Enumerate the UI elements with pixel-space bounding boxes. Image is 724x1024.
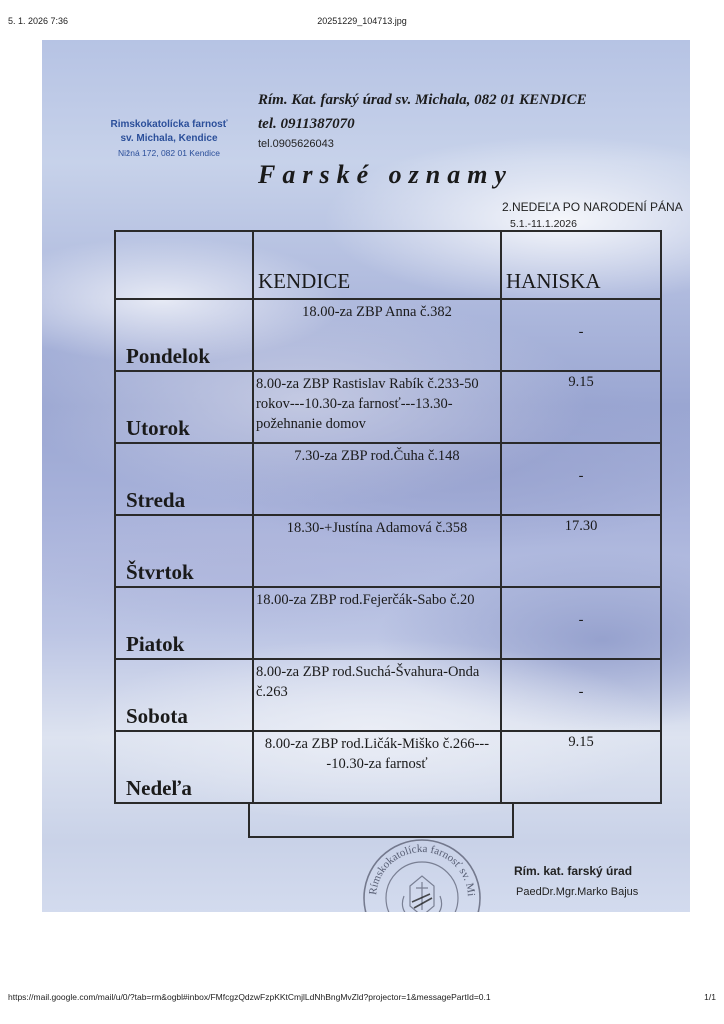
kendice-cell: 18.00-za ZBP Anna č.382 — [253, 299, 501, 371]
kendice-cell: 8.00-za ZBP rod.Suchá-Švahura-Onda č.263 — [253, 659, 501, 731]
parish-patron: sv. Michala, Kendice — [120, 133, 218, 144]
table-row — [115, 515, 661, 587]
day-label: Nedeľa — [126, 776, 192, 800]
day-label: Utorok — [126, 416, 190, 440]
day-cell — [115, 587, 253, 659]
parish-name: Rimskokatolícka farnosť — [110, 119, 228, 130]
day-cell — [115, 443, 253, 515]
table-row — [115, 371, 661, 443]
day-cell — [115, 731, 253, 803]
column-header-haniska: HANISKA — [506, 269, 601, 293]
date-range: 5.1.-11.1.2026 — [510, 218, 577, 230]
print-filename: 20251229_104713.jpg — [317, 16, 407, 26]
haniska-cell — [501, 587, 661, 659]
haniska-value: - — [578, 612, 584, 628]
day-label: Pondelok — [126, 344, 211, 368]
table-row — [115, 587, 661, 659]
kendice-cell: 8.00-za ZBP Rastislav Rabík č.233-50 rokov---10.30-za farnosť---13.30-požehnanie domov — [253, 371, 501, 443]
page-title: Farské oznamy — [258, 160, 513, 189]
table-header-row — [115, 231, 661, 299]
print-footer — [0, 992, 724, 1006]
scanned-document — [42, 40, 690, 912]
haniska-cell — [501, 443, 661, 515]
table-row — [115, 659, 661, 731]
haniska-cell — [501, 659, 661, 731]
phone-primary: tel. 0911387070 — [258, 116, 355, 132]
header-haniska — [501, 231, 661, 299]
table-row — [115, 731, 661, 803]
header-kendice — [253, 231, 501, 299]
print-url: https://mail.google.com/mail/u/0/?tab=rm&ogbl#inbox/FMfcgzQdzwFzpKKtCmjlLdNhBngMvZld?projector=1&messagePartId=0.1 — [8, 992, 491, 1002]
table-bottom-frame — [248, 802, 514, 838]
phone-secondary: tel.0905626043 — [258, 138, 334, 150]
signature-name: PaedDr.Mgr.Marko Bajus — [516, 886, 639, 898]
parish-address-block — [84, 118, 254, 160]
day-cell — [115, 659, 253, 731]
table-row — [115, 299, 661, 371]
day-cell — [115, 299, 253, 371]
kendice-cell: 7.30-za ZBP rod.Čuha č.148 — [253, 443, 501, 515]
header-empty-cell — [115, 231, 253, 299]
signature-office: Rím. kat. farský úrad — [514, 864, 633, 878]
day-cell — [115, 371, 253, 443]
haniska-cell: 9.15 — [501, 731, 661, 803]
office-address: Rím. Kat. farský úrad sv. Michala, 082 01 KENDICE — [258, 92, 587, 108]
day-label: Štvrtok — [126, 560, 194, 584]
stamp-text: Rímskokatolícka farnosť sv. Mi — [367, 842, 477, 897]
kendice-cell: 18.30-+Justína Adamová č.358 — [253, 515, 501, 587]
parish-address: Nižná 172, 082 01 Kendice — [117, 148, 221, 158]
haniska-cell: 9.15 — [501, 371, 661, 443]
day-label: Piatok — [126, 632, 185, 656]
day-label: Streda — [126, 488, 186, 512]
haniska-value: - — [578, 684, 584, 700]
print-header — [0, 16, 724, 30]
haniska-cell: 17.30 — [501, 515, 661, 587]
column-header-kendice: KENDICE — [258, 269, 351, 293]
kendice-cell: 8.00-za ZBP rod.Ličák-Miško č.266----10.30-za farnosť — [253, 731, 501, 803]
day-label: Sobota — [126, 704, 188, 728]
mass-schedule-table — [114, 230, 662, 804]
haniska-value: - — [578, 468, 584, 484]
liturgical-sunday: 2.NEDEĽA PO NARODENÍ PÁNA — [502, 200, 683, 214]
stamp-seal-icon — [360, 836, 484, 912]
parish-stamp — [360, 836, 484, 912]
haniska-value: - — [578, 324, 584, 340]
day-cell — [115, 515, 253, 587]
table-row — [115, 443, 661, 515]
print-page-number: 1/1 — [704, 992, 716, 1002]
haniska-cell — [501, 299, 661, 371]
print-date: 5. 1. 2026 7:36 — [8, 16, 69, 26]
kendice-cell: 18.00-za ZBP rod.Fejerčák-Sabo č.20 — [253, 587, 501, 659]
